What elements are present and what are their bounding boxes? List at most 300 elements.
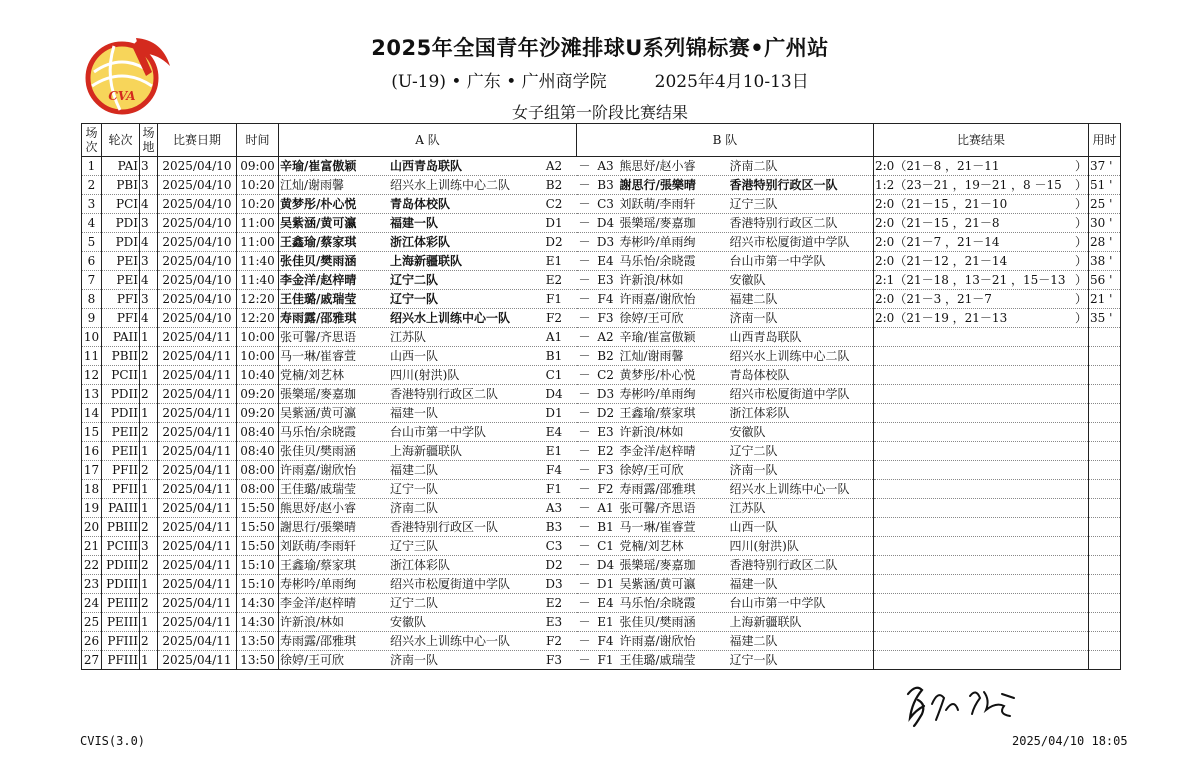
team-b-name: 青岛体校队: [729, 368, 790, 382]
cell-court: 1: [140, 366, 158, 385]
team-b-code: F3: [597, 463, 614, 477]
table-row: [82, 309, 1121, 328]
team-b-name: 台山市第一中学队: [729, 254, 826, 268]
cell-round: PEIII: [102, 613, 140, 632]
cell-result: [874, 461, 1089, 480]
versus-dash: －: [578, 178, 591, 192]
header-team-a: A 队: [279, 124, 577, 157]
cell-duration: 51 ': [1089, 176, 1121, 195]
team-a-name: 辽宁一队: [390, 482, 439, 496]
team-a-name: 绍兴水上训练中心一队: [390, 311, 511, 325]
team-b-code: D2: [596, 406, 615, 420]
cell-team-a: [279, 404, 577, 423]
cell-duration: [1089, 499, 1121, 518]
cell-match-no: 18: [82, 480, 102, 499]
cell-time: 08:40: [237, 423, 279, 442]
table-row: [82, 385, 1121, 404]
cell-round: PFIII: [102, 651, 140, 670]
cell-team-b: [577, 575, 874, 594]
cell-match-no: 25: [82, 613, 102, 632]
versus-dash: －: [578, 501, 591, 515]
team-b-code: F2: [597, 482, 614, 496]
cell-duration: [1089, 651, 1121, 670]
cell-duration: [1089, 347, 1121, 366]
cell-court: 2: [140, 632, 158, 651]
cell-round: PDIII: [102, 556, 140, 575]
cell-date: 2025/04/11: [158, 347, 237, 366]
cell-duration: 38 ': [1089, 252, 1121, 271]
team-a-code: E3: [545, 615, 563, 629]
team-a-name: 济南一队: [390, 653, 439, 667]
table-header-row: [82, 124, 1121, 157]
cell-team-a: [279, 214, 577, 233]
result-close: ）: [1074, 197, 1087, 211]
versus-dash: －: [578, 463, 591, 477]
versus-dash: －: [578, 273, 591, 287]
cell-court: 1: [140, 651, 158, 670]
cell-duration: [1089, 594, 1121, 613]
team-b-players: 许新浪/林如: [619, 273, 684, 287]
cell-result: [874, 575, 1089, 594]
team-a-name: 辽宁二队: [390, 273, 439, 287]
cell-date: 2025/04/11: [158, 480, 237, 499]
cell-date: 2025/04/11: [158, 651, 237, 670]
cell-team-a: [279, 195, 577, 214]
cell-team-a: [279, 480, 577, 499]
cell-result: [874, 195, 1089, 214]
cell-date: 2025/04/10: [158, 233, 237, 252]
team-b-players: 熊思妤/赵小睿: [619, 159, 696, 173]
cell-duration: [1089, 328, 1121, 347]
cell-date: 2025/04/11: [158, 556, 237, 575]
cell-time: 14:30: [237, 594, 279, 613]
team-a-code: B1: [545, 349, 563, 363]
team-a-name: 青岛体校队: [390, 197, 451, 211]
team-b-players: 寿彬吟/单雨绚: [619, 235, 696, 249]
cell-time: 09:20: [237, 404, 279, 423]
cell-team-a: [279, 157, 577, 176]
cell-match-no: 9: [82, 309, 102, 328]
cell-court: 1: [140, 404, 158, 423]
cell-court: 1: [140, 499, 158, 518]
team-a-players: 黄梦彤/朴心悦: [280, 197, 357, 211]
team-a-code: B2: [545, 178, 563, 192]
table-row: [82, 366, 1121, 385]
team-a-players: 熊思妤/赵小睿: [280, 501, 357, 515]
cell-duration: [1089, 613, 1121, 632]
team-a-players: 徐婷/王可欣: [280, 653, 345, 667]
header-date: 比赛日期: [158, 124, 237, 157]
cell-team-a: [279, 613, 577, 632]
team-a-players: 张佳贝/樊雨涵: [280, 444, 357, 458]
cell-match-no: 23: [82, 575, 102, 594]
cell-team-a: [279, 575, 577, 594]
cell-result: [874, 233, 1089, 252]
cell-court: 4: [140, 195, 158, 214]
team-b-code: E4: [597, 596, 614, 610]
cell-time: 10:00: [237, 347, 279, 366]
cell-court: 3: [140, 290, 158, 309]
cell-team-b: [577, 651, 874, 670]
cell-round: PAIII: [102, 499, 140, 518]
cell-date: 2025/04/11: [158, 518, 237, 537]
cell-team-b: [577, 461, 874, 480]
team-b-code: E1: [597, 615, 614, 629]
cell-duration: [1089, 404, 1121, 423]
team-a-players: 王鑫瑜/蔡家琪: [280, 235, 357, 249]
cell-time: 11:00: [237, 233, 279, 252]
team-a-players: 许雨嘉/谢欣怡: [280, 463, 357, 477]
team-b-code: B1: [597, 520, 614, 534]
page-title: 2025年全国青年沙滩排球U系列锦标赛•广州站: [371, 36, 829, 60]
print-timestamp: 2025/04/10 18:05: [1012, 734, 1128, 748]
team-b-players: 党楠/刘艺林: [619, 539, 684, 553]
table-row: [82, 556, 1121, 575]
team-b-name: 绍兴市松厦街道中学队: [729, 387, 850, 401]
cell-match-no: 11: [82, 347, 102, 366]
team-b-name: 辽宁一队: [729, 653, 778, 667]
result-score: 2:0（21－19 ，21－13: [875, 311, 1008, 325]
cell-result: [874, 537, 1089, 556]
team-b-code: C3: [597, 197, 614, 211]
versus-dash: －: [578, 615, 591, 629]
team-a-players: 辛瑜/崔富傲颖: [280, 159, 357, 173]
cell-match-no: 13: [82, 385, 102, 404]
team-a-code: C2: [545, 197, 563, 211]
versus-dash: －: [578, 596, 591, 610]
team-b-code: E4: [597, 254, 614, 268]
table-row: [82, 499, 1121, 518]
cell-round: PEI: [102, 271, 140, 290]
team-b-name: 绍兴市松厦街道中学队: [729, 235, 850, 249]
cell-result: [874, 632, 1089, 651]
team-b-code: D4: [596, 558, 615, 572]
versus-dash: －: [578, 634, 591, 648]
cell-team-a: [279, 366, 577, 385]
team-b-name: 济南一队: [729, 463, 778, 477]
team-b-players: 李金洋/赵梓晴: [619, 444, 696, 458]
cell-court: 4: [140, 309, 158, 328]
cell-team-b: [577, 499, 874, 518]
team-b-name: 辽宁二队: [729, 444, 778, 458]
team-b-name: 山西一队: [729, 520, 778, 534]
cell-match-no: 14: [82, 404, 102, 423]
signature-image: [902, 680, 1032, 730]
cell-duration: [1089, 480, 1121, 499]
cell-court: 2: [140, 347, 158, 366]
cell-court: 2: [140, 556, 158, 575]
cell-duration: [1089, 442, 1121, 461]
team-b-code: C2: [597, 368, 614, 382]
cell-match-no: 12: [82, 366, 102, 385]
cell-team-b: [577, 442, 874, 461]
cell-time: 10:00: [237, 328, 279, 347]
cell-date: 2025/04/10: [158, 290, 237, 309]
cell-time: 08:00: [237, 480, 279, 499]
cell-team-a: [279, 309, 577, 328]
team-b-name: 香港特别行政区二队: [729, 558, 838, 572]
result-close: ）: [1074, 159, 1087, 173]
versus-dash: －: [578, 197, 591, 211]
cell-time: 10:40: [237, 366, 279, 385]
cell-team-b: [577, 309, 874, 328]
versus-dash: －: [578, 235, 591, 249]
team-b-name: 江苏队: [729, 501, 766, 515]
team-a-code: F2: [546, 634, 562, 648]
cell-team-b: [577, 195, 874, 214]
cell-date: 2025/04/11: [158, 594, 237, 613]
cell-time: 10:20: [237, 195, 279, 214]
team-a-name: 济南二队: [390, 501, 439, 515]
cell-time: 13:50: [237, 632, 279, 651]
cell-duration: [1089, 556, 1121, 575]
cell-round: PDI: [102, 214, 140, 233]
result-close: ）: [1074, 254, 1087, 268]
cell-result: [874, 176, 1089, 195]
cell-court: 1: [140, 575, 158, 594]
cell-round: PEII: [102, 423, 140, 442]
team-b-name: 福建二队: [729, 292, 778, 306]
team-a-players: 張樂瑶/麥嘉珈: [280, 387, 357, 401]
cell-result: [874, 290, 1089, 309]
cell-court: 2: [140, 423, 158, 442]
result-score: 2:1（21－18 ，13－21 ，15－13: [875, 273, 1066, 287]
cell-court: 1: [140, 442, 158, 461]
team-b-name: 济南一队: [729, 311, 778, 325]
cell-round: PCII: [102, 366, 140, 385]
cell-team-a: [279, 233, 577, 252]
team-a-code: A2: [545, 159, 563, 173]
cell-date: 2025/04/11: [158, 442, 237, 461]
cell-duration: [1089, 366, 1121, 385]
team-a-code: C3: [545, 539, 563, 553]
header-no: 场次: [82, 124, 102, 157]
team-b-players: 王鑫瑜/蔡家琪: [619, 406, 696, 420]
cell-round: PFI: [102, 309, 140, 328]
cell-result: [874, 423, 1089, 442]
table-row: [82, 157, 1121, 176]
team-a-name: 四川(射洪)队: [390, 368, 460, 382]
cell-team-a: [279, 632, 577, 651]
table-row: [82, 575, 1121, 594]
result-score: 2:0（21－12 ，21－14: [875, 254, 1008, 268]
versus-dash: －: [578, 330, 591, 344]
team-b-players: 许雨嘉/谢欣怡: [619, 634, 696, 648]
results-body: [82, 157, 1121, 670]
cell-court: 3: [140, 537, 158, 556]
cell-team-a: [279, 271, 577, 290]
team-b-code: A3: [597, 159, 614, 173]
cell-match-no: 6: [82, 252, 102, 271]
table-row: [82, 176, 1121, 195]
team-a-code: D2: [545, 235, 563, 249]
cell-date: 2025/04/10: [158, 157, 237, 176]
versus-dash: －: [578, 444, 591, 458]
cell-court: 2: [140, 461, 158, 480]
cell-time: 15:10: [237, 556, 279, 575]
cell-time: 08:40: [237, 442, 279, 461]
cell-team-a: [279, 252, 577, 271]
team-a-players: 张可馨/齐思语: [280, 330, 357, 344]
table-row: [82, 252, 1121, 271]
cell-court: 1: [140, 613, 158, 632]
team-a-name: 辽宁三队: [390, 539, 439, 553]
team-b-players: 黄梦彤/朴心悦: [619, 368, 696, 382]
cell-round: PAII: [102, 328, 140, 347]
cell-match-no: 19: [82, 499, 102, 518]
cell-result: [874, 385, 1089, 404]
cell-result: [874, 651, 1089, 670]
cell-date: 2025/04/11: [158, 385, 237, 404]
team-b-players: 吴紫涵/黄可瀛: [619, 577, 696, 591]
team-a-code: B3: [545, 520, 563, 534]
cell-court: 2: [140, 594, 158, 613]
team-b-code: D3: [596, 235, 615, 249]
cell-time: 15:50: [237, 518, 279, 537]
cell-team-b: [577, 537, 874, 556]
cell-time: 15:10: [237, 575, 279, 594]
cell-team-b: [577, 594, 874, 613]
team-b-code: E3: [597, 425, 614, 439]
team-b-players: 许雨嘉/谢欣怡: [619, 292, 696, 306]
team-a-players: 寿彬吟/单雨绚: [280, 577, 357, 591]
subtitle: [0, 67, 1200, 92]
versus-dash: －: [578, 292, 591, 306]
result-score: 2:0（21－3 ，21－7: [875, 292, 992, 306]
team-a-code: F4: [546, 463, 562, 477]
cell-date: 2025/04/10: [158, 176, 237, 195]
team-a-code: D1: [545, 216, 563, 230]
team-a-code: F1: [546, 292, 562, 306]
team-b-code: B3: [597, 178, 614, 192]
team-b-name: 浙江体彩队: [729, 406, 790, 420]
cell-team-a: [279, 556, 577, 575]
header-team-b: B 队: [577, 124, 874, 157]
team-a-name: 福建一队: [390, 406, 439, 420]
team-a-players: 党楠/刘艺林: [280, 368, 345, 382]
team-a-name: 绍兴水上训练中心一队: [390, 634, 511, 648]
team-b-code: E2: [597, 444, 614, 458]
team-a-code: D1: [545, 406, 563, 420]
cell-result: [874, 556, 1089, 575]
team-a-players: 寿雨露/邵雅琪: [280, 311, 357, 325]
cell-match-no: 27: [82, 651, 102, 670]
cell-time: 15:50: [237, 537, 279, 556]
team-a-players: 李金洋/赵梓晴: [280, 596, 357, 610]
cell-team-a: [279, 537, 577, 556]
cell-round: PEII: [102, 442, 140, 461]
team-b-players: 张可馨/齐思语: [619, 501, 696, 515]
cell-result: [874, 594, 1089, 613]
cell-result: [874, 499, 1089, 518]
team-a-name: 福建二队: [390, 463, 439, 477]
cell-match-no: 10: [82, 328, 102, 347]
team-b-name: 福建一队: [729, 577, 778, 591]
cell-duration: 35 ': [1089, 309, 1121, 328]
team-a-players: 王鑫瑜/蔡家琪: [280, 558, 357, 572]
cell-team-b: [577, 252, 874, 271]
cell-match-no: 4: [82, 214, 102, 233]
cell-team-a: [279, 290, 577, 309]
versus-dash: －: [578, 159, 591, 173]
cell-time: 12:20: [237, 290, 279, 309]
versus-dash: －: [578, 539, 591, 553]
cell-time: 12:20: [237, 309, 279, 328]
cell-time: 11:00: [237, 214, 279, 233]
team-a-code: D2: [545, 558, 563, 572]
cell-result: [874, 309, 1089, 328]
cell-team-b: [577, 366, 874, 385]
team-a-name: 香港特别行政区一队: [390, 520, 499, 534]
cell-team-b: [577, 480, 874, 499]
cell-round: PFII: [102, 480, 140, 499]
versus-dash: －: [578, 520, 591, 534]
header-court: 场地: [140, 124, 158, 157]
table-row: [82, 518, 1121, 537]
versus-dash: －: [578, 387, 591, 401]
team-a-code: F2: [546, 311, 562, 325]
cell-court: 1: [140, 480, 158, 499]
cell-date: 2025/04/10: [158, 195, 237, 214]
team-a-players: 寿雨露/邵雅琪: [280, 634, 357, 648]
team-b-name: 辽宁三队: [729, 197, 778, 211]
cell-duration: 25 ': [1089, 195, 1121, 214]
team-a-name: 上海新疆联队: [390, 444, 463, 458]
team-a-players: 马一琳/崔睿萱: [280, 349, 357, 363]
cell-team-b: [577, 233, 874, 252]
team-a-players: 刘跃萌/李雨轩: [280, 539, 357, 553]
team-b-code: F3: [597, 311, 614, 325]
team-b-name: 台山市第一中学队: [729, 596, 826, 610]
cell-duration: [1089, 575, 1121, 594]
cell-duration: [1089, 632, 1121, 651]
cell-team-a: [279, 328, 577, 347]
cell-date: 2025/04/11: [158, 613, 237, 632]
cell-time: 08:00: [237, 461, 279, 480]
team-a-code: E1: [545, 254, 563, 268]
team-b-name: 香港特别行政区二队: [729, 216, 838, 230]
cell-team-a: [279, 176, 577, 195]
versus-dash: －: [578, 482, 591, 496]
cell-team-a: [279, 442, 577, 461]
team-a-code: F1: [546, 482, 562, 496]
team-a-code: D3: [545, 577, 563, 591]
cell-date: 2025/04/10: [158, 214, 237, 233]
cell-result: [874, 328, 1089, 347]
cell-team-a: [279, 347, 577, 366]
versus-dash: －: [578, 349, 591, 363]
team-b-code: F1: [597, 653, 614, 667]
team-b-code: B2: [597, 349, 614, 363]
team-a-code: E2: [545, 596, 563, 610]
table-row: [82, 537, 1121, 556]
cell-result: [874, 404, 1089, 423]
cell-team-b: [577, 328, 874, 347]
team-b-name: 绍兴水上训练中心一队: [729, 482, 850, 496]
cell-result: [874, 613, 1089, 632]
table-row: [82, 271, 1121, 290]
team-a-code: C1: [545, 368, 563, 382]
cell-date: 2025/04/11: [158, 366, 237, 385]
cell-team-b: [577, 176, 874, 195]
cell-round: PBIII: [102, 518, 140, 537]
cell-round: PFI: [102, 290, 140, 309]
cell-date: 2025/04/10: [158, 252, 237, 271]
cell-duration: 21 ': [1089, 290, 1121, 309]
team-b-name: 济南二队: [729, 159, 778, 173]
team-b-code: D4: [596, 216, 615, 230]
team-b-players: 辛瑜/崔富傲颖: [619, 330, 696, 344]
